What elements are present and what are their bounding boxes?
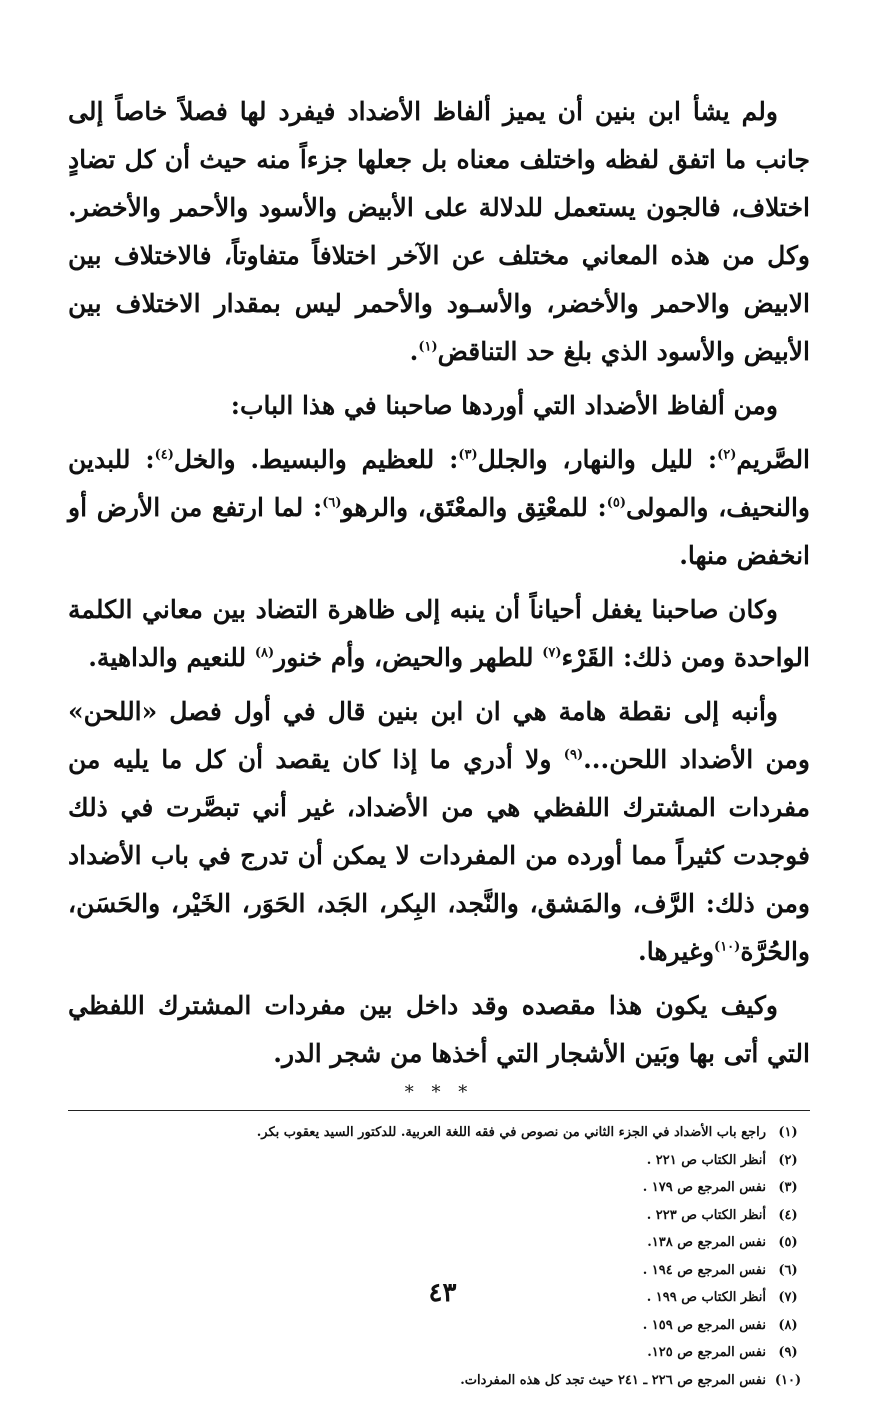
- footnote-number: (٦): [778, 1262, 798, 1278]
- footnote-number: (٨): [778, 1317, 798, 1333]
- footnote-number: (٥): [778, 1235, 798, 1250]
- paragraph-5-text-2: ولا أدري ما إذا كان يقصد أن كل ما يليه من مفردات المشترك اللفظي هي من الأضداد، غير أني تبصَّرت في ذلك فوجدت كثيراً مما أورده من المفردات لا يمكن أن تدرج في باب الأضداد ومن ذلك: الرَّف، والمَشق، والنَّجد، البِكر، الجَد، الحَوَر، الخَيْر، والحَسَن، والحُرَّة: [68, 745, 810, 966]
- footnote-text: نفس المرجع ص ١٧٩ .: [642, 1180, 766, 1195]
- footnote-text: نفس المرجع ص ١٣٨.: [647, 1235, 766, 1250]
- footnote-text: نفس المرجع ص ١٢٥.: [647, 1345, 766, 1360]
- section-separator: * * *: [404, 1082, 474, 1103]
- footnote-4: [68, 1202, 810, 1230]
- paragraph-3: [68, 436, 810, 580]
- paragraph-1: [68, 88, 810, 376]
- footnote-text: نفس المرجع ص ١٩٤ .: [642, 1262, 766, 1278]
- footnote-1: [68, 1119, 810, 1147]
- footnote-number: (٧): [778, 1290, 798, 1305]
- paragraph-4-text-3: للنعيم والداهية.: [88, 643, 255, 672]
- paragraph-6: وكيف يكون هذا مقصده وقد داخل بين مفردات المشترك اللفظي التي أتى بها وبَين الأشجار التي أخذها من شجر الدر.: [68, 991, 810, 1068]
- footnote-5: [68, 1229, 810, 1257]
- footnote-ref-9[interactable]: (٩): [563, 747, 584, 763]
- footnote-9: [68, 1339, 810, 1367]
- paragraph-3-text-6: : لما ارتفع من الأرض أو انخفض منها.: [68, 493, 810, 570]
- footnote-text: نفس المرجع ص ١٥٩ .: [642, 1317, 766, 1333]
- footnote-number: (١): [778, 1125, 798, 1140]
- footnote-ref-7[interactable]: (٧): [542, 645, 562, 661]
- footnote-ref-3[interactable]: (٣): [458, 447, 478, 463]
- footnote-text: أنظر الكتاب ص ٢٢١ .: [646, 1152, 766, 1168]
- footnote-text: أنظر الكتاب ص ١٩٩ .: [646, 1290, 766, 1305]
- footnote-ref-5[interactable]: (٥): [606, 495, 627, 511]
- paragraph-1-end: .: [409, 337, 419, 366]
- footnote-2: [68, 1147, 810, 1175]
- paragraph-5-text-3: وغيرها.: [638, 937, 715, 966]
- footnote-text: نفس المرجع ص ٢٢٦ ـ ٢٤١ حيث تجد كل هذه المفردات.: [460, 1372, 766, 1388]
- footnote-number: (٢): [778, 1152, 798, 1168]
- paragraph-4: [68, 586, 810, 682]
- footnote-text: راجع باب الأضداد في الجزء الثاني من نصوص في فقه اللغة العربية. للدكتور السيد يعقوب بكر.: [256, 1125, 766, 1140]
- footnotes: [68, 1119, 810, 1394]
- footnote-number: (٩): [778, 1345, 798, 1360]
- footnote-10: [68, 1367, 810, 1395]
- footnote-ref-8[interactable]: (٨): [254, 645, 275, 661]
- paragraph-4-text-1: وكان صاحبنا يغفل أحياناً أن ينبه إلى ظاهرة التضاد بين معاني الكلمة الواحدة ومن ذلك: القَرْء: [68, 595, 810, 672]
- footnote-3: [68, 1174, 810, 1202]
- paragraph-4-text-2: للطهر والحيض، وأم خنور: [274, 643, 543, 672]
- paragraph-3-text-4: : للبدين والنحيف، والمولى: [68, 445, 810, 522]
- footnote-number: (٣): [778, 1180, 798, 1195]
- paragraph-3-text-2: : لليل والنهار، والجلل: [477, 445, 718, 474]
- page-number: ٤٣: [428, 1278, 457, 1308]
- footnote-ref-6[interactable]: (٦): [322, 495, 342, 511]
- footnote-number: (١٠): [774, 1372, 802, 1388]
- footnote-text: أنظر الكتاب ص ٢٢٣ .: [646, 1207, 766, 1223]
- paragraph-2: ومن ألفاظ الأضداد التي أوردها صاحبنا في هذا الباب:: [230, 391, 778, 420]
- paragraph-5: [68, 688, 810, 976]
- footnote-8: [68, 1312, 810, 1340]
- footnote-number: (٤): [778, 1207, 798, 1223]
- paragraph-3-text-3: : للعظيم والبسيط. والخل: [173, 445, 459, 474]
- footnote-ref-2[interactable]: (٢): [717, 447, 737, 463]
- footnote-ref-4[interactable]: (٤): [154, 447, 174, 463]
- paragraph-3-text-1: الصَّريم: [736, 445, 811, 474]
- main-text: [68, 88, 810, 1078]
- paragraph-3-text-5: : للمعْتِق والمعْتَق، والرهو: [341, 493, 607, 522]
- footnote-divider: [68, 1110, 810, 1111]
- footnote-ref-1[interactable]: (١): [418, 339, 438, 355]
- paragraph-1-text: ولم يشأ ابن بنين أن يميز ألفاظ الأضداد فيفرد لها فصلاً خاصاً إلى جانب ما اتفق لفظه واختلف معناه بل جعلها جزءاً منه حيث أن كل تضادٍ اختلاف، فالجون يستعمل للدلالة على الأبيض والأسود والأحمر والأخضر. وكل من هذه المعاني مختلف عن الآخر اختلافاً متفاوتاً، فالاختلاف بين الابيض والاحمر والأخضر، والأسـود والأحمر ليس بمقدار الاختلاف بين الأبيض والأسود الذي بلغ حد التناقض: [68, 97, 811, 366]
- paragraph-5-text-1: وأنبه إلى نقطة هامة هي ان ابن بنين قال في أول فصل «اللحن» ومن الأضداد اللحن...: [68, 697, 811, 774]
- footnote-ref-10[interactable]: (١٠): [714, 939, 741, 955]
